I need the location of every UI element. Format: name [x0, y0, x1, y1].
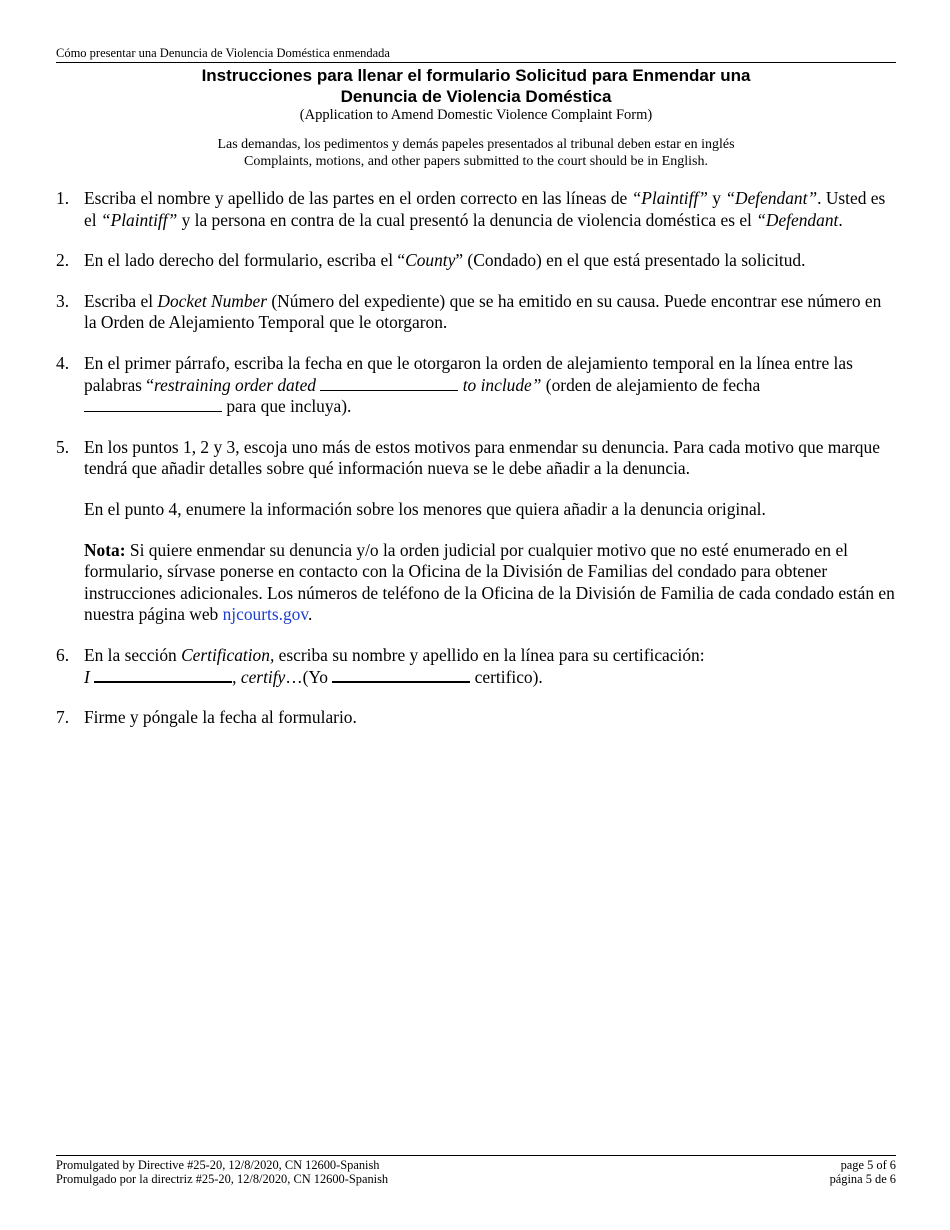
page-subtitle: (Application to Amend Domestic Violence Complaint Form) — [299, 107, 653, 123]
page-footer — [56, 1155, 896, 1186]
date-blank-line — [320, 376, 458, 391]
text-run: . Usted es el — [84, 188, 886, 230]
text-run-italic: Certification, — [181, 644, 275, 665]
text-run: , — [232, 666, 241, 687]
footer-directive-english: Promulgated by Directive #25-20, 12/8/2020, CN 12600-Spanish — [56, 1158, 380, 1172]
item-paragraph: En los puntos 1, 2 y 3, escoja uno más de estos motivos para enmendar su denuncia. Para cada motivo que marque tendrá que añadir detalles sobre qué información nueva se le debe añadir a la denuncia. — [84, 436, 880, 479]
item-text — [84, 353, 896, 418]
text-run: escriba su nombre y apellido en la línea para su certificación: — [274, 644, 705, 665]
item-text — [84, 188, 896, 231]
item-text — [84, 250, 896, 272]
running-header: Cómo presentar una Denuncia de Violencia Doméstica enmendada — [56, 46, 896, 63]
text-run-italic: certify — [240, 666, 286, 687]
text-run-italic: I — [84, 666, 90, 687]
item-text — [84, 645, 896, 667]
text-run: Escriba el nombre y apellido de las partes en el orden correcto en las líneas de — [84, 188, 632, 208]
njcourts-link[interactable]: njcourts.gov — [222, 604, 308, 625]
text-run: para que incluya). — [222, 396, 352, 417]
footer-page-number — [830, 1158, 896, 1186]
notice-spanish: Las demandas, los pedimentos y demás papeles presentados al tribunal deben estar en inglés — [217, 137, 735, 152]
page-number-english: page 5 of 6 — [840, 1158, 896, 1172]
instruction-item-3 — [56, 291, 896, 334]
name-blank-line — [332, 667, 470, 683]
text-run: Si quiere enmendar su denuncia y/o la orden judicial por cualquier motivo que no esté enumerado en el formulario, sírvase ponerse en contacto con la Oficina de la División de Familias del condado para obtener instrucciones adicionales. Los números de teléfono de la Oficina de la División de Familia de cada condado están en nuestra página web — [84, 539, 895, 625]
text-run: . — [838, 209, 843, 230]
text-run: Escriba el — [84, 290, 158, 311]
item-number: 3. — [56, 290, 70, 311]
text-run: …(Yo — [285, 666, 333, 687]
page-number-spanish: página 5 de 6 — [829, 1172, 896, 1186]
item-number: 4. — [56, 352, 70, 373]
text-run-italic: “Plaintiff” — [100, 209, 178, 230]
text-run: En el primer párrafo, escriba la fecha en que le otorgaron la orden de alejamiento temporal en la línea entre las palabras “ — [84, 352, 853, 395]
document-page — [56, 0, 896, 1230]
title-line-2: Denuncia de Violencia Doméstica — [340, 87, 612, 106]
text-run: (Número del expediente) que se ha emitido en su causa. Puede encontrar ese número en la Orden de Alejamiento Temporal que le otorgaron. — [84, 290, 882, 333]
language-notice — [56, 136, 896, 170]
item-number: 5. — [56, 436, 70, 457]
item-number: 2. — [56, 250, 70, 271]
name-blank-line — [94, 667, 232, 683]
text-run: . — [307, 604, 313, 625]
text-run: y — [707, 188, 726, 208]
item-number: 6. — [56, 644, 70, 665]
text-run-italic: “Plaintiff” — [631, 188, 708, 208]
notice-english: Complaints, motions, and other papers submitted to the court should be in English. — [244, 154, 708, 169]
text-run: (orden de alejamiento de fecha — [541, 374, 761, 395]
text-run-italic: Docket Number — [157, 290, 268, 311]
page-title — [56, 65, 896, 107]
instruction-item-6 — [56, 645, 896, 688]
instruction-list — [56, 188, 896, 748]
certification-line — [84, 667, 896, 689]
instruction-item-7 — [56, 707, 896, 729]
note-label: Nota: — [84, 539, 126, 560]
item-text: Firme y póngale la fecha al formulario. — [84, 707, 357, 728]
title-line-1: Instrucciones para llenar el formulario Solicitud para Enmendar una — [201, 66, 751, 85]
instruction-item-5 — [56, 437, 896, 626]
item-number: 1. — [56, 188, 70, 208]
text-run: y la persona en contra de la cual presentó la denuncia de violencia doméstica es el — [177, 209, 757, 230]
text-run-italic: “Defendant” — [725, 188, 818, 208]
footer-directive-spanish: Promulgado por la directriz #25-20, 12/8/2020, CN 12600-Spanish — [56, 1172, 389, 1186]
item-number: 7. — [56, 707, 70, 728]
text-run: En la sección — [84, 644, 182, 665]
item-paragraph: En el punto 4, enumere la información sobre los menores que quiera añadir a la denuncia original. — [84, 498, 766, 519]
item-text — [84, 291, 896, 334]
note-paragraph — [84, 540, 896, 626]
text-run-italic: restraining order dated — [154, 374, 316, 395]
title-block — [56, 65, 896, 170]
text-run: ” (Condado) en el que está presentado la solicitud. — [455, 250, 806, 271]
text-run-italic: to include” — [462, 374, 542, 395]
text-run-italic: County — [405, 250, 456, 271]
instruction-item-2 — [56, 250, 896, 272]
text-run: certifico). — [470, 666, 543, 687]
instruction-item-4 — [56, 353, 896, 418]
footer-directive — [56, 1158, 388, 1186]
date-blank-line — [84, 397, 222, 412]
text-run-italic: “Defendant — [756, 209, 839, 230]
instruction-item-1 — [56, 188, 896, 231]
text-run: En el lado derecho del formulario, escriba el “ — [84, 250, 406, 271]
